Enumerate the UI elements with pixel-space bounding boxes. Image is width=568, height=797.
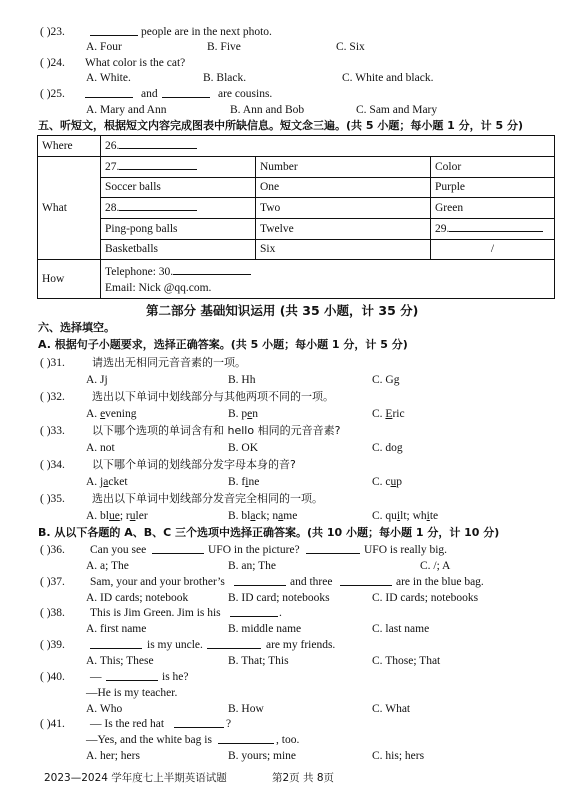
question-text-1: — Is the red hat [90,718,165,730]
options-24 [0,70,568,86]
options-32 [0,406,568,422]
option-c[interactable]: C. quilt; white [372,510,439,522]
options-39 [0,653,568,669]
question-text: 以下哪个单词的划线部分发字母本身的音? [92,458,296,471]
question-text-1: is my uncle. [147,639,203,651]
option-b[interactable]: B. Hh [228,374,256,386]
answer-blank-1[interactable] [234,574,286,586]
answer-blank-2[interactable] [162,86,210,98]
option-c[interactable]: C. his; hers [372,750,425,762]
option-a[interactable]: A. This; These [86,655,154,667]
question-34 [0,457,568,473]
section-5-heading [0,118,568,134]
options-37 [0,590,568,606]
option-c[interactable]: C. White and black. [342,72,434,84]
telephone-label: Telephone: 30. [105,266,174,278]
option-b[interactable]: B. Five [207,41,241,53]
option-c[interactable]: C. What [372,703,411,715]
question-37 [0,574,568,590]
item-26-label: 26. [105,140,120,152]
question-32 [0,389,568,405]
option-c[interactable]: C. ID cards; notebooks [372,592,479,604]
question-number: ( )40. [40,671,65,683]
option-a[interactable]: A. Jj [86,374,108,386]
option-a[interactable]: A. White. [86,72,131,84]
option-b[interactable]: B. Black. [203,72,247,84]
option-b[interactable]: B. black; name [228,510,298,522]
answer-blank-2[interactable] [218,732,274,744]
answer-blank-1[interactable] [90,637,142,649]
option-c[interactable]: C. cup [372,476,403,488]
number-cell: Two [256,198,431,219]
question-number: ( )23. [40,26,65,38]
option-a[interactable]: A. first name [86,623,147,635]
section-a-row [0,337,568,353]
options-35 [0,508,568,524]
number-cell: One [256,178,431,198]
what-label: What [38,157,101,260]
question-number: ( )33. [40,425,65,437]
option-a[interactable]: A. not [86,442,115,454]
question-40 [0,669,568,685]
option-b[interactable]: B. How [228,703,264,715]
item-28-label: 28. [105,202,120,214]
option-b[interactable]: B. middle name [228,623,302,635]
option-b[interactable]: B. Ann and Bob [230,104,305,116]
reply-text-2: , too. [276,734,300,746]
options-38 [0,621,568,637]
question-text-2: . [279,607,282,619]
question-25 [0,86,568,102]
question-24 [0,55,568,71]
question-text: 选出以下单词中划线部分发音完全相同的一项。 [92,492,323,505]
option-c[interactable]: C. Gg [372,374,400,386]
item-28-cell [101,198,256,219]
option-c[interactable]: C. last name [372,623,430,635]
question-35 [0,491,568,507]
question-number: ( )35. [40,493,65,505]
color-header: Color [431,157,555,178]
email-text: Email: Nick @qq.com. [105,282,212,294]
answer-blank[interactable] [90,24,138,36]
option-c[interactable]: C. Six [336,41,365,53]
question-text: 以下哪个选项的单词含有和 hello 相同的元音音素? [92,424,341,437]
section-6-heading: 六、选择填空。 [38,321,115,334]
color-cell: Purple [431,178,555,198]
answer-blank[interactable] [106,669,158,681]
section-a-heading: A. 根据句子小题要求，选择正确答案。(共 5 小题；每小题 1 分，计 5 分) [38,338,408,351]
listening-table [37,135,555,299]
question-39 [0,637,568,653]
answer-blank-1[interactable] [85,86,133,98]
question-text-2: UFO in the picture? [208,544,300,556]
question-text-1: Sam, your and your brother’s [90,576,225,588]
item-cell: Soccer balls [101,178,256,198]
options-41 [0,748,568,764]
item-27-label: 27. [105,161,120,173]
footer-title: 2023—2024 学年度七上半期英语试题 [44,772,227,784]
number-cell: Six [256,240,431,260]
item-29-cell [431,219,555,240]
answer-blank-30[interactable] [173,262,251,275]
section-b-heading: B. 从以下各题的 A、B、C 三个选项中选择正确答案。(共 10 小题；每小题 1 分，计 10 分) [38,526,500,539]
answer-blank-2[interactable] [207,637,261,649]
number-header: Number [256,157,431,178]
question-text: 请选出无相同元音音素的一项。 [92,356,246,369]
option-a[interactable]: A. Four [86,41,122,53]
question-text: is he? [162,671,189,683]
question-text: 选出以下单词中划线部分与其他两项不同的一项。 [92,390,334,403]
question-text-1: This is Jim Green. Jim is his [90,607,221,619]
how-cell [101,260,555,299]
section-5-title: 五、听短文，根据短文内容完成图表中所缺信息。短文念三遍。(共 5 小题；每小题 1 分，计 5 分) [38,119,523,132]
option-b[interactable]: B. OK [228,442,259,454]
option-a[interactable]: A. evening [86,408,137,420]
question-text-2: ? [226,718,232,730]
section-6-row [0,320,568,336]
question-number: ( )41. [40,718,65,730]
question-text-3: UFO is really big. [364,544,448,556]
answer-blank-1[interactable] [152,542,204,554]
options-25 [0,102,568,118]
options-34 [0,474,568,490]
part-2-title-row [0,302,568,320]
item-29-label: 29. [435,223,450,235]
option-c[interactable]: C. Eric [372,408,405,420]
question-text-1: Can you see [90,544,147,556]
option-b[interactable]: B. pen [228,408,259,420]
color-cell: Green [431,198,555,219]
how-label: How [38,260,101,299]
question-number: ( )31. [40,357,65,369]
dash: — [90,671,102,683]
question-number: ( )38. [40,607,65,619]
where-label: Where [38,136,101,157]
answer-blank-27[interactable] [119,157,197,170]
section-b-row [0,525,568,541]
question-number: ( )39. [40,639,65,651]
question-number: ( )25. [40,88,65,100]
reply-text-1: —Yes, and the white bag is [86,734,212,746]
answer-blank-2[interactable] [340,574,392,586]
question-41 [0,716,568,732]
option-a[interactable]: A. Mary and Ann [86,104,167,116]
option-a[interactable]: A. a; The [86,560,129,572]
question-33 [0,423,568,439]
number-cell: Twelve [256,219,431,240]
reply-text: —He is my teacher. [86,687,178,699]
options-23 [0,39,568,55]
answer-blank-2[interactable] [306,542,360,554]
question-text-3: are in the blue bag. [396,576,484,588]
option-c[interactable]: C. Sam and Mary [356,104,438,116]
option-b[interactable]: B. an; The [228,560,277,572]
answer-blank-26[interactable] [119,136,197,149]
question-text: are cousins. [218,88,273,100]
option-b[interactable]: B. fine [228,476,260,488]
reply-40 [0,685,568,701]
part-2-title: 第二部分 基础知识运用 (共 35 小题，计 35 分) [146,303,419,318]
option-c[interactable]: C. Those; That [372,655,441,667]
question-text-and: and [141,88,158,100]
option-c[interactable]: C. dog [372,442,403,454]
answer-blank-28[interactable] [119,198,197,211]
item-27-cell [101,157,256,178]
page-number: 第2页 共 8页 [272,772,335,784]
question-text: What color is the cat? [85,57,186,69]
option-a[interactable]: A. jacket [86,476,128,488]
options-36 [0,558,568,574]
question-36 [0,542,568,558]
option-c[interactable]: C. /; A [420,560,451,572]
answer-blank[interactable] [230,605,278,617]
reply-41 [0,732,568,748]
option-b[interactable]: B. yours; mine [228,750,297,762]
option-a[interactable]: A. blue; ruler [86,510,148,522]
question-number: ( )32. [40,391,65,403]
question-text-2: are my friends. [266,639,336,651]
options-40 [0,701,568,717]
question-38 [0,605,568,621]
question-31 [0,355,568,371]
option-b[interactable]: B. That; This [228,655,289,667]
question-number: ( )24. [40,57,65,69]
options-33 [0,440,568,456]
answer-blank[interactable] [174,716,224,728]
question-number: ( )34. [40,459,65,471]
option-a[interactable]: A. Who [86,703,123,715]
question-text: people are in the next photo. [141,26,272,38]
option-b[interactable]: B. ID card; notebooks [228,592,330,604]
option-a[interactable]: A. her; hers [86,750,140,762]
options-31 [0,372,568,388]
where-cell [101,136,555,157]
item-cell: Ping-pong balls [101,219,256,240]
answer-blank-29[interactable] [449,219,543,232]
question-number: ( )36. [40,544,65,556]
color-cell: / [431,240,555,260]
question-text-2: and three [290,576,333,588]
question-23 [0,24,568,40]
question-number: ( )37. [40,576,65,588]
option-a[interactable]: A. ID cards; notebook [86,592,189,604]
item-cell: Basketballs [101,240,256,260]
